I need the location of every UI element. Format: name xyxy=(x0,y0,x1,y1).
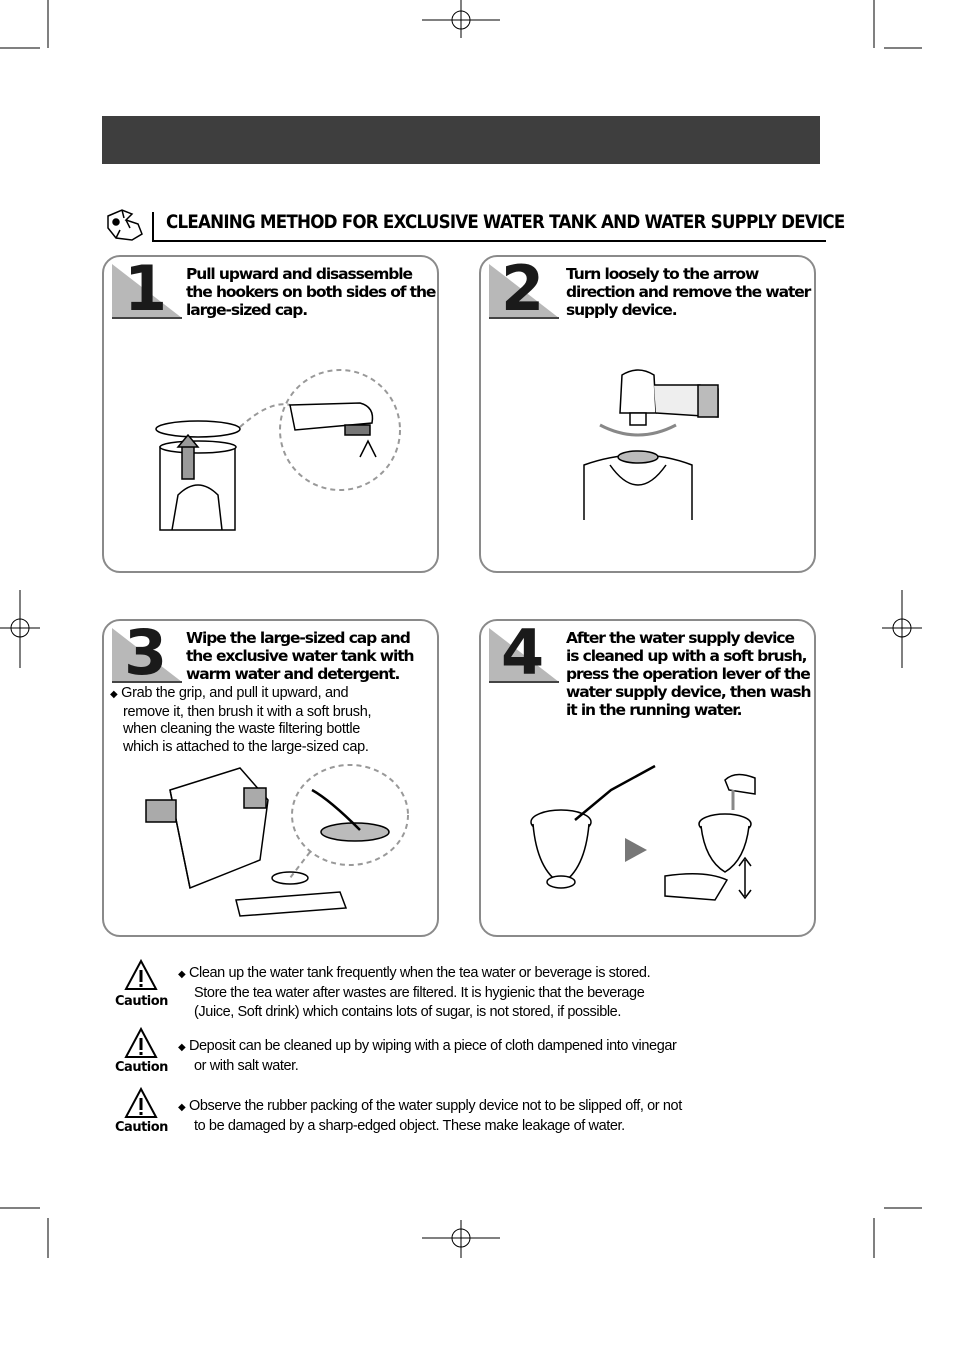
caution-3-text: ◆ Observe the rubber packing of the water supply device not to be slipped off, or not to be damaged by a sharp-edged object. These make leakage of water. xyxy=(178,1098,682,1134)
section-title: CLEANING METHOD FOR EXCLUSIVE WATER TANK AND WATER SUPPLY DEVICE xyxy=(166,211,845,233)
step-4-instruction: After the water supply device is cleaned up with a soft brush, press the operation lever of the water supply device, then wash it in the running water. xyxy=(566,629,811,719)
step-3-illustration xyxy=(140,760,420,920)
caution-1-text: ◆ Clean up the water tank frequently when the tea water or beverage is stored. Store the tea water after wastes are filtered. It is hygienic that the beverage (Juice, Soft drink) which contains lots of sugar, is not stored, if possible. xyxy=(178,965,651,1020)
step-3-instruction: Wipe the large-sized cap and the exclusive water tank with warm water and detergent. xyxy=(186,629,414,683)
warning-triangle-icon xyxy=(114,1026,168,1060)
step-4-number: 4 xyxy=(501,616,545,689)
warning-triangle-icon xyxy=(114,958,168,994)
step-4-illustration xyxy=(515,760,775,910)
caution-2-text: ◆ Deposit can be cleaned up by wiping with a piece of cloth dampened into vinegar or with salt water. xyxy=(178,1038,677,1074)
title-rule-vertical xyxy=(152,212,154,242)
diamond-bullet-icon: ◆ xyxy=(110,689,118,700)
diamond-bullet-icon: ◆ xyxy=(178,969,186,980)
caution-label: Caution xyxy=(115,994,168,1009)
hand-cleaning-icon xyxy=(102,206,148,246)
caution-2 xyxy=(114,1026,168,1075)
caution-label: Caution xyxy=(115,1060,168,1075)
diamond-bullet-icon: ◆ xyxy=(178,1042,186,1053)
warning-triangle-icon xyxy=(114,1086,168,1120)
step-2-number: 2 xyxy=(501,252,545,325)
step-3-bullet: ◆ Grab the grip, and pull it upward, and remove it, then brush it with a soft brush, when cleaning the waste filtering bottle which is attached to the large-sized cap. xyxy=(110,685,372,755)
step-3-number: 3 xyxy=(124,616,168,689)
caution-1 xyxy=(114,958,168,1009)
header-bar xyxy=(102,116,820,164)
step-1-illustration xyxy=(150,385,410,535)
caution-label: Caution xyxy=(115,1120,168,1135)
caution-3 xyxy=(114,1086,168,1135)
step-2-instruction: Turn loosely to the arrow direction and remove the water supply device. xyxy=(566,265,811,319)
step-2-illustration xyxy=(580,365,730,525)
title-rule xyxy=(152,240,826,242)
step-1-instruction: Pull upward and disassemble the hookers on both sides of the large-sized cap. xyxy=(186,265,436,319)
diamond-bullet-icon: ◆ xyxy=(178,1102,186,1113)
step-1-number: 1 xyxy=(124,252,168,325)
